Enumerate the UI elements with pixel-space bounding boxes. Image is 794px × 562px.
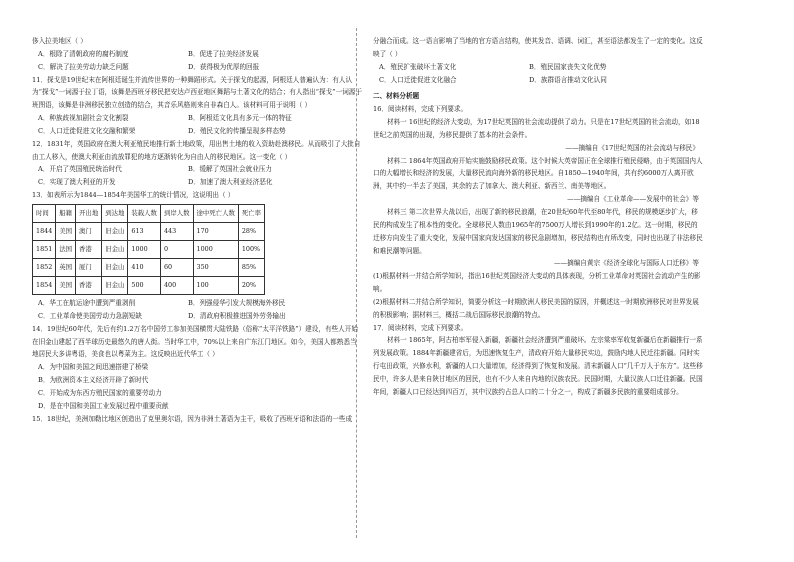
q16-requirement-2: (2)根据材料二并结合所学知识，简要分析这一时期欧洲人移民美国的原因，并概述这一时期欧洲移民对世界发展的积极影响；据材料三，概括二战后国际移民浪潮的特点。 bbox=[373, 297, 699, 319]
table-row bbox=[33, 240, 265, 258]
q12-option-a: A．开启了英国殖民统治时代 bbox=[38, 165, 122, 174]
q16-source-1: ——摘编自《17世纪英国的社会流动与移民》 bbox=[565, 143, 699, 152]
table-cell: 85% bbox=[238, 258, 264, 276]
table-cell: 1852 bbox=[33, 258, 56, 276]
q15-options bbox=[379, 61, 703, 87]
q10-option-b: B．促进了拉美经济发展 bbox=[188, 49, 259, 58]
table-header: 船籍 bbox=[56, 204, 76, 222]
table-header: 到达地 bbox=[102, 204, 128, 222]
right-column bbox=[373, 35, 703, 399]
q14-text: 14．19世纪60年代，先后有约1.2万名中国劳工参加美国横贯大陆铁路（俗称“太平洋铁路”）建设，有些人开始在旧金山建起了西半球历史最悠久的唐人街。当时华工中，70%以上来自广东江门地区。如今，美国人都熟悉当地居民大多讲粤语，美食也以粤菜为主。这反映出近代华工（ ） bbox=[32, 324, 358, 359]
table-cell: 1854 bbox=[33, 276, 56, 294]
q16-requirement-1: (1)根据材料一并结合所学知识，指出16世纪英国经济大变动的具体表现，分析工业革命对英国社会流动产生的影响。 bbox=[373, 272, 701, 294]
table-cell: 170 bbox=[193, 222, 238, 240]
q14-option-d: D．是在中国和美国工业发展过程中重要贡献 bbox=[38, 401, 169, 410]
table-cell: 旧金山 bbox=[102, 240, 128, 258]
table-cell: 60 bbox=[160, 258, 193, 276]
q14-option-c: C．开始成为东西方殖民国家的重要劳动力 bbox=[38, 388, 162, 397]
q16-intro: 16．阅读材料，完成下列要求。 bbox=[373, 105, 468, 114]
left-column bbox=[32, 35, 362, 425]
table-cell: 澳门 bbox=[76, 222, 102, 240]
q13-option-b: B．列强侵华引发大规模海外移民 bbox=[188, 298, 286, 307]
q13-option-a: A．华工在航运途中遭到严重剥削 bbox=[38, 298, 136, 307]
q13-table bbox=[32, 204, 265, 295]
q11-option-c: C．人口迁徙促进文化交融和繁荣 bbox=[38, 126, 136, 135]
table-cell: 1844 bbox=[33, 222, 56, 240]
table-cell: 500 bbox=[128, 276, 161, 294]
q13-text: 13．如表所示为1844—1854年美国华工的统计情况，这说明出（ ） bbox=[32, 191, 235, 200]
q16-material-2: 材料二 1864年英国政府开始实施鼓励移民政策。这个时候大英帝国正在全球推行殖民侵略，由于英国国内人口的大幅增长和经济的发展，大量移民流向海外新的移民地区。自1850—1940年间，共有约6000万人离开欧洲，其中约一半去了美国，其余的去了加拿大、澳大利亚、新西兰、南美等地区。 bbox=[373, 156, 703, 191]
q11-option-a: A．种族歧视加剧社会文化割裂 bbox=[38, 114, 129, 123]
table-cell: 0 bbox=[160, 240, 193, 258]
q10-option-c: C．解决了拉美劳动力缺乏问题 bbox=[38, 62, 129, 71]
q11-options bbox=[38, 112, 362, 138]
table-header: 时间 bbox=[33, 204, 56, 222]
q15-continued: 分融合而成。这一语言影响了当地的官方语言结构，使其发音、语调、词汇，甚至语法都发生了一定的变化。这反映了（ ） bbox=[373, 37, 703, 58]
q13-option-c: C．工业革命使美国劳动力急剧短缺 bbox=[38, 311, 142, 320]
q17-material-1: 材料一 1865年，阿古柏率军侵入新疆，新疆社会经济遭到严重破坏。左宗棠率军收复新疆后在新疆推行一系列发展政策。1884年新疆建省后，为迅速恢复生产，清政府开始大量移民实边，鼓励内地人民迁往新疆。同时实行屯田政策，兴修水利，新疆的人口大量增加，经济得到了恢复和发展。清末新疆人口“几千万人于东方”。这些移民中，许多人是来自陕甘地区的回民，也有不少人来自内地的汉族农民。民国时期，大量汉族人口迁往新疆。民国年间，新疆人口已经达到四百万，其中汉族约占总人口的二十分之一，构成了新疆多民族的重要组成部分。 bbox=[373, 336, 703, 396]
q14-options bbox=[38, 361, 362, 412]
table-cell: 厦门 bbox=[76, 258, 102, 276]
table-cell: 100 bbox=[193, 276, 238, 294]
table-cell: 法国 bbox=[56, 240, 76, 258]
q12-text: 12．1831年，英国政府在澳大利亚殖民地推行新土地政策，用出售土地的收入资助赴澳移民。从而吸引了大批自由工人移入，使澳大利亚由流放罪犯的地方逐渐转化为自由人的移民地区。这一变化（ ） bbox=[32, 139, 361, 161]
table-cell: 旧金山 bbox=[102, 222, 128, 240]
q12-option-c: C．实现了澳大利亚的开发 bbox=[38, 178, 116, 187]
table-cell: 香港 bbox=[76, 276, 102, 294]
table-cell: 旧金山 bbox=[102, 258, 128, 276]
table-header: 开出地 bbox=[76, 204, 102, 222]
q15-text: 15．18世纪，美洲加勒比地区创造出了克里奥尔语，因为非洲土著语为主干，吸收了西班牙语和法语的一些成 bbox=[32, 414, 353, 423]
q11-option-d: D．殖民文化的传播呈现多样态势 bbox=[188, 126, 286, 135]
q12-option-b: B．缓解了英国社会就业压力 bbox=[188, 165, 272, 174]
q16-source-2: ——摘编自《工业革命——发展中的社会》等 bbox=[567, 195, 699, 204]
q13-option-d: D．清政府积极推进国外劳务输出 bbox=[188, 311, 286, 320]
q10-option-a: A．根除了清朝政府的腐朽制度 bbox=[38, 49, 129, 58]
q12-options bbox=[38, 163, 362, 189]
q15-option-d: D．族群语言推动文化认同 bbox=[529, 75, 607, 84]
table-row bbox=[33, 276, 265, 294]
table-cell: 613 bbox=[128, 222, 161, 240]
table-row bbox=[33, 258, 265, 276]
table-header: 途中死亡人数 bbox=[193, 204, 238, 222]
q12-option-d: D．加速了澳大利亚经济恶化 bbox=[188, 178, 273, 187]
q13-options bbox=[38, 297, 362, 323]
q15-option-b: B．殖民国家丧失文化优势 bbox=[529, 62, 607, 71]
table-cell: 美国 bbox=[56, 276, 76, 294]
table-cell: 1851 bbox=[33, 240, 56, 258]
table-header-row bbox=[33, 204, 265, 222]
q11-option-b: B．阿根廷文化具有多元一体的特征 bbox=[188, 114, 292, 123]
table-cell: 100% bbox=[238, 240, 264, 258]
q14-option-b: B．为欧洲资本主义经济开辟了新时代 bbox=[38, 376, 149, 385]
table-cell: 410 bbox=[128, 258, 161, 276]
table-cell: 旧金山 bbox=[102, 276, 128, 294]
q17-intro: 17．阅读材料，完成下列要求。 bbox=[373, 323, 468, 332]
q11-text: 11．探戈是19世纪末在阿根廷诞生并流传世界的一种舞蹈形式。关于探戈的起源，阿根廷人普遍认为：有人认为“探戈”一词源于拉丁语，该舞是西班牙移民把安达卢西亚地区舞蹈与土著文化的结合；有人指出“探戈”一词源于班图语，该舞是非洲移民独立创造的结合，其音乐风格则来自非森白人。该材料可用于说明（ ） bbox=[32, 75, 362, 110]
q16-material-1: 材料一 16世纪的经济大变动，为17世纪英国的社会流动提供了动力。只是在17世纪英国的社会流动，如18世纪之前英国的出现，为移民提供了基本的社会条件。 bbox=[373, 118, 700, 139]
table-cell: 443 bbox=[160, 222, 193, 240]
table-cell: 400 bbox=[160, 276, 193, 294]
table-cell: 美国 bbox=[56, 222, 76, 240]
q15-option-a: A．殖民扩张破坏土著文化 bbox=[379, 62, 457, 71]
q10-option-d: D．获得极为优厚的回报 bbox=[188, 62, 260, 71]
table-cell: 1000 bbox=[128, 240, 161, 258]
section-heading: 二、材料分析题 bbox=[373, 92, 420, 101]
q16-material-3: 材料三 第二次世界大战以后，出现了新的移民浪潮，在20世纪60年代至80年代，移民的规模逐步扩大，移民的构成发生了根本性的变化。全球移民人数由1965年的7500万人增长到1990年的1.2亿。这一时期，移民的迁移方向发生了重大变化，发展中国家向发达国家的移民急剧增加，移民结构也有所改变，同时也出现了非法移民和难民潮等问题。 bbox=[373, 207, 703, 255]
table-cell: 1000 bbox=[193, 240, 238, 258]
table-header: 死亡率 bbox=[238, 204, 264, 222]
q14-option-a: A．为中国和美国之间迅速搭建了桥梁 bbox=[38, 363, 149, 372]
table-cell: 28% bbox=[238, 222, 264, 240]
q15-option-c: C．人口迁徙促进文化融合 bbox=[379, 75, 457, 84]
q10-tail: 侈入拉美地区（ ） bbox=[32, 37, 87, 45]
table-cell: 英国 bbox=[56, 258, 76, 276]
q16-source-3: ——摘编自黄宗《经济全球化与国际人口迁移》等 bbox=[553, 259, 699, 268]
table-row bbox=[33, 222, 265, 240]
table-header: 装载人数 bbox=[128, 204, 161, 222]
table-cell: 350 bbox=[193, 258, 238, 276]
table-header: 到岸人数 bbox=[160, 204, 193, 222]
q10-options bbox=[38, 48, 362, 74]
table-cell: 20% bbox=[238, 276, 264, 294]
table-cell: 香港 bbox=[76, 240, 102, 258]
